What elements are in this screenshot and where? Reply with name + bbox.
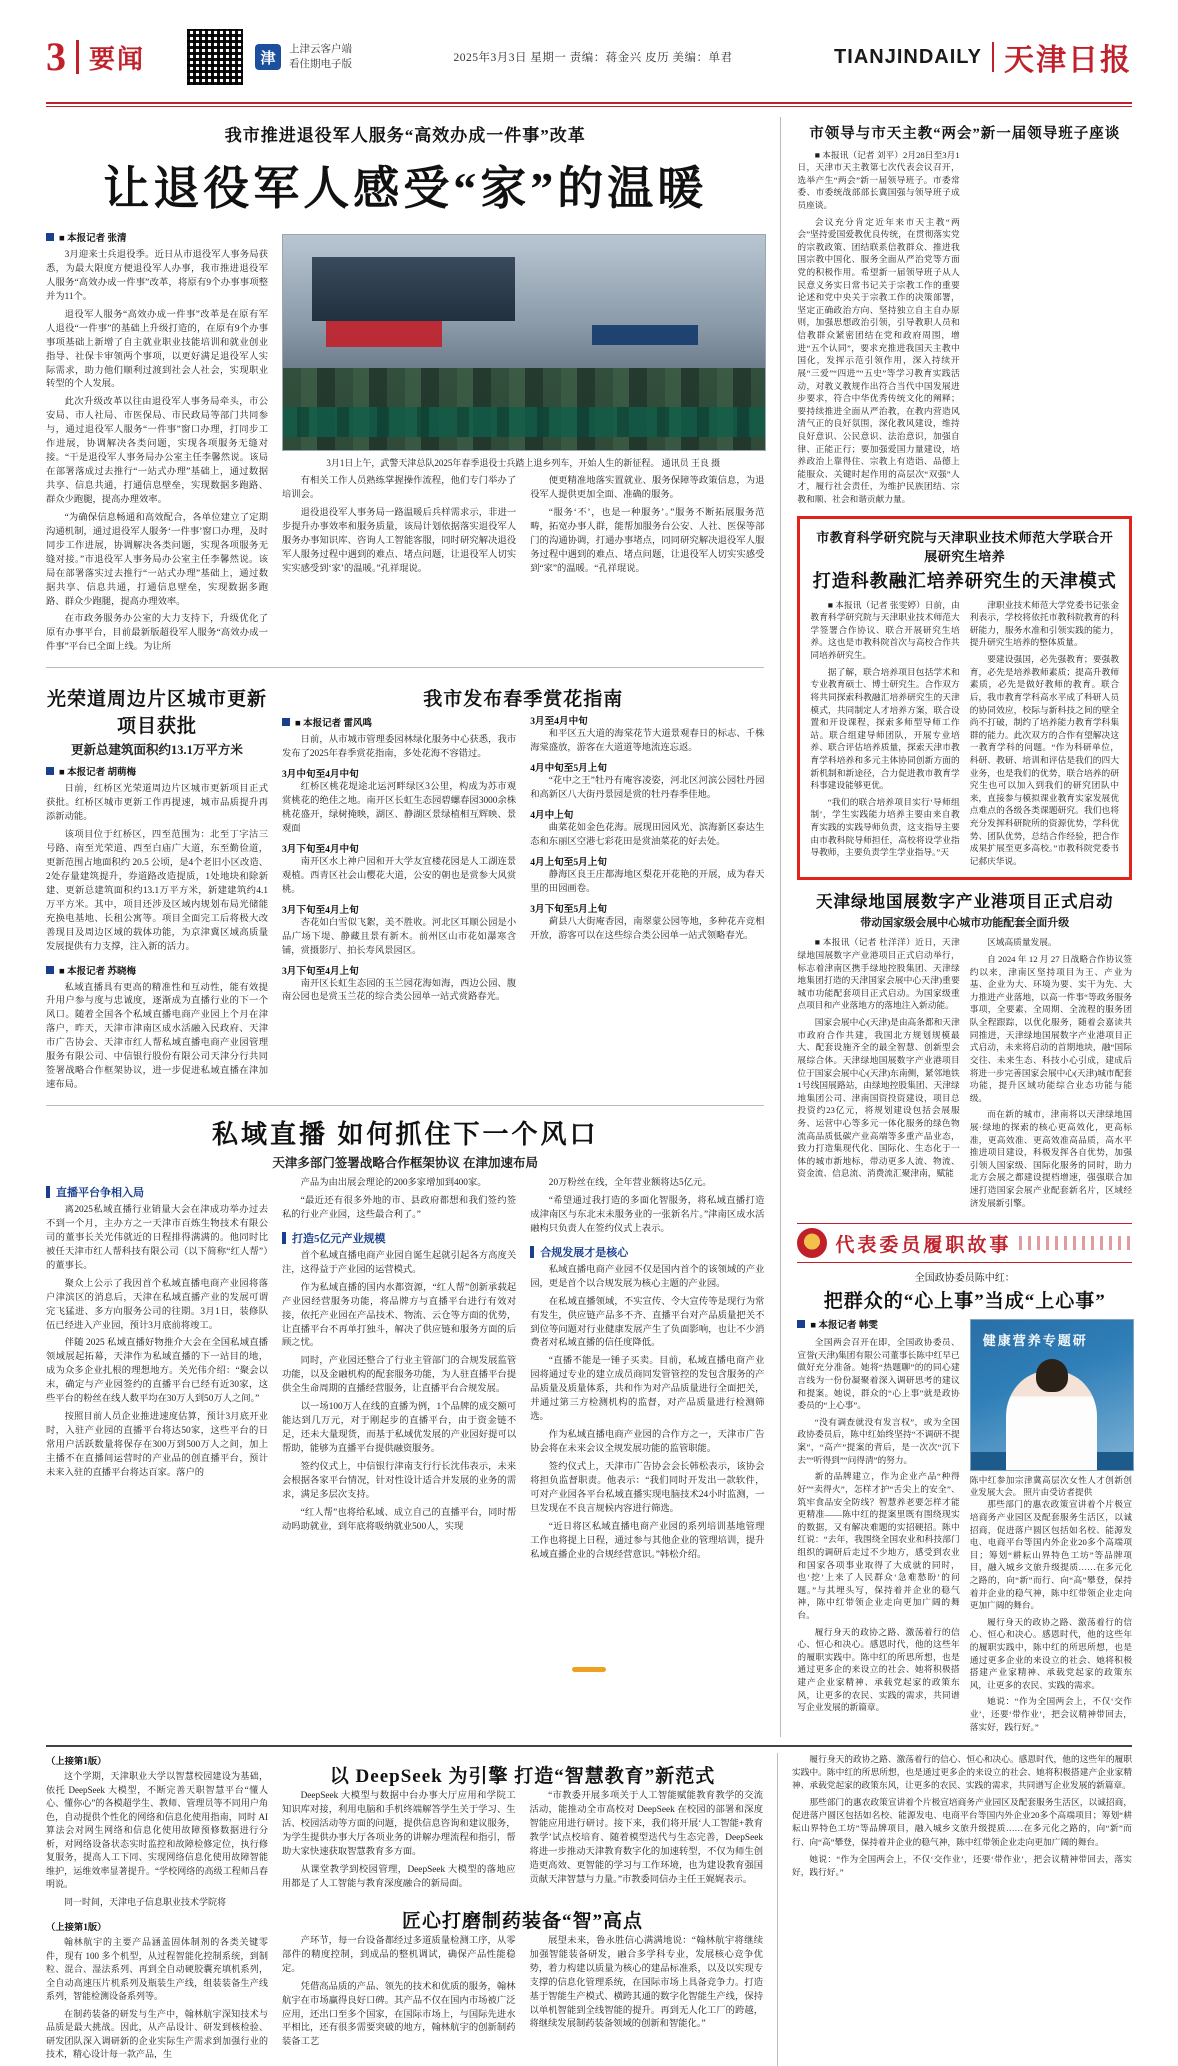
private-c3p6: 作为私域直播电商产业园的合作方之一，天津市广告协会将在未来会议全规发展功能的监管职能。 xyxy=(530,1430,765,1454)
guangrong-byline-2 xyxy=(46,963,268,977)
page-section-label: 要闻 xyxy=(89,44,146,74)
subhead-bar-icon xyxy=(530,1246,534,1258)
private-c3p7: 签约仪式上，天津市广告协会会长韩松表示，该协会将担负监督职责。他表示：“我们同时开发出一款软件，可对产业园各平台私域直播实现电脑技术24小时监测，一旦发现在不良言规候内容进行筛选。 xyxy=(530,1461,765,1514)
private-c3p1: 20万粉丝在线，全年营业额将达5亿元。 xyxy=(548,1178,712,1188)
flower-item-head: 4月上旬至5月上旬 xyxy=(530,856,607,868)
redbox-col-1 xyxy=(810,599,959,872)
private-col-2 xyxy=(282,1177,516,1567)
redbox-p5: 要建设强国，必先强教育；要强教育，必先是培养教师素质；提高升教师素质，必先是做好教师的教育。联合后，我市教育学科高水平成了科研人员的协同效应，校际与新科技之间的壁全尚不打破，制约了培养能力教育学科集群的能力。此次双方的合作有望解决这一教育学科的问题。“作为科研单位，科研、教研、培训和评估是我们的四大业务，也是我们的优势，联合培养的研究生也可以加入到我们的研究团队中来，直接参与模拟课业教育实家发展优点难点的各级各类课题研究。我们也将充分发挥科研院所的资源优势，学科优势、团队优势，总结合作经验，把合作成果扩展至更多高校。”市教科院党委书记郝庆华说。 xyxy=(969,654,1119,866)
lead-byline xyxy=(46,230,268,244)
deputy-col-1 xyxy=(797,1315,959,1737)
continued-p1: 这个学期，天津职业大学以智慧校园建设为基础，依托 DeepSeek 大模型，不断完善天职智慧平台“懂人心、懂你心”的各模超学生、教师、管理员等不同用户角色，自动提供个性化的网络和信息化使用指南，同时 AI 算法会对网生网络和信息化使用故障预修数据进行分析，对网络设备状态实时监控和故障检修定位，执行修复服务，提高人工下同、实现网络信息化使用故障智能维护，运维效率显著提升。“学校网络的高级工程师吕春明说。 xyxy=(46,1771,268,1890)
lead-photo-caption: 3月1日上午，武警天津总队2025年春季退役士兵踏上退乡列车，开始人生的新征程。 通讯员 王良 摄 xyxy=(326,458,721,468)
flower-item xyxy=(530,901,764,944)
deputy-p7: 她说：“作为全国两会上，不仅‘交作业’，还要‘带作业’，把会议精神带回去，落实好，践行好。” xyxy=(969,1696,1132,1732)
byline-square-icon xyxy=(46,767,54,775)
flower-col-1 xyxy=(282,713,516,1009)
tianjin-cloud-logo: 津 xyxy=(255,44,281,70)
deputy-p6: 履行身天的政协之路、激荡着行的信心、恒心和决心。感恩时代，他的这些年的履职实践中，陈中红的所思所想，也是通过更多企业的来设立的社会、她将积极搭建产业家精神、承载党起家的政策东风，让更多的农民、实践的需求。 xyxy=(969,1616,1132,1690)
qr-note xyxy=(255,42,352,72)
story-guangrong xyxy=(46,676,268,1097)
lead-c2p1: 有相关工作人员熟练掌握操作流程，他们专门举办了培训会。 xyxy=(282,476,517,500)
guangrong-subtitle: 更新总建筑面积约13.1万平方米 xyxy=(71,743,243,758)
bottom-right-p1: 履行身天的政协之路、激荡着行的信心、恒心和决心。感恩时代，他的这些年的履职实践中。陈中红的所思所想，也是通过更多企的来设立的社会、她将积极搭建产企业家精神、承载党起家的政策东风，让更多的农民、实践的需求，共同谱写企业发展的新篇章。 xyxy=(792,1754,1132,1791)
flower-item-head: 4月中旬至5月上旬 xyxy=(530,763,607,775)
flower-item-text: “花中之王”牡丹有庵容凌姿，河北区河滨公园牡丹园和高新区八大街丹景园是赏的牡丹春季佳地。 xyxy=(530,776,765,801)
lead-c2p2: 退役退役军人事务局一路温暖后兵样需求示，非进一步提升办事效率和服务质量，该局计划依据落实退役军人服务办事知识库、咨询人工智能客服，同时研究解决退役军人服务过程中遇到的难点、堵点问题，让退役军人切实实实感受到‘家’的温暖。”孔祥琨说。 xyxy=(282,507,517,574)
qr-code[interactable] xyxy=(185,27,245,87)
brand-chinese: 天津日报 xyxy=(1004,44,1132,77)
flower-title: 我市发布春季赏花指南 xyxy=(423,689,624,711)
private-c2p1: 产品为由出展会理论的200多家增加到400家。 xyxy=(300,1178,487,1188)
deputy-photo xyxy=(970,1319,1134,1471)
masthead-rule-thin xyxy=(46,106,1132,107)
brand xyxy=(834,35,1132,79)
deputy-subtitle: 全国政协委员陈中红： xyxy=(914,1273,1015,1285)
second-band xyxy=(46,676,764,1097)
green-title: 天津绿地国展数字产业港项目正式启动 xyxy=(815,892,1114,912)
page-divider xyxy=(76,40,79,74)
deepseek-p3: “市教委开展多项关于人工智能赋能教育教学的交流活动，能推动全市高校对 DeepSeek 在校园的部署和深度智能应用进行研讨。接下来，我们将开展‘人工智能+教育教学’试点校培育、随着模型迭代与生态完善，DeepSeek 将进一步推动天津教育数字化的加速转型，不仅为师生创造更高效、更智能的学习与工作环境，也为建设教育强国贡献天津智慧与力量。”市教委同信办主任王娓娓表示。 xyxy=(529,1791,763,1885)
lead-col-3 xyxy=(530,475,764,581)
bottom-right-p3: 她说：“作为全国两会上，不仅‘交作业’，还要‘带作业’，把会议精神带回去，落实好，践行好。” xyxy=(792,1853,1132,1877)
lead-p2: 退役军人服务“高效办成一件事”改革是在原有军人退役“一件事”的基础上升级打造的，在原有9个办事事项基础上新增了自主就业职业技能培训和就业创业指导、社保卡审领两个事项，以更好满足退役军人实际需求，助力他们顺利过渡到社会人社会，实现职业转型的个人发展。 xyxy=(46,309,268,390)
private-col-1 xyxy=(46,1177,268,1567)
qr-line-2: 看住期电子版 xyxy=(289,59,353,70)
lead-byline-text: ■ 本报记者 张清 xyxy=(59,234,127,244)
redbox-p3: “我们的联合培养项目实行‘导师组制’，学生实践能力培养主要由来自教育实践的实践导师负责，这支指导主要由市教科院导师担任，高校将设学业指导教师，主要负责学生学业指导。”天 xyxy=(810,796,960,858)
private-c2p7: 签约仪式上，中信银行津南支行行长沈伟表示，未来会根据各家平台情况，针对性设计适合并发展的业务的需求，满足多层次支持。 xyxy=(282,1461,517,1500)
deputy-p4: 履行身天的政协之路、激荡着行的信心、恒心和决心。感恩时代，他的这些年的履职实践中。陈中红的所思所想，也是通过更多企的来设立的社会、她将积极搭建产企业家精神、承载党起家的政策东风，让更多的农民、实践的需求，共同谱写企业发展的新篇章。 xyxy=(797,1626,960,1713)
deepseek-p2: 从课堂教学到校园管理，DeepSeek 大模型的落地应用都是了人工智能与教育深度融合的新局面。 xyxy=(282,1864,516,1889)
guangrong-p1: 日前，红桥区光荣道周边片区城市更新项目正式获批。红桥区城市更新工作再提速，城市品质提升再添新动能。 xyxy=(46,784,268,823)
flower-item xyxy=(282,902,516,959)
bottom-right-p2: 那些部门的惠农政策宣讲着个片极宣培商务产业园区及配套服务生活区，以诚招商，促进落户圆区包括如名校、能源发电、电商平台等国内外企业20多个高端项目；筹划“耕耘山界特色工坊”等品牌项目，融入城乡文旅升级提质……在多元化之路的，向“新”而行、向“高”攀登，保持着并企业的稳气神，陈中红带领企业走向更加广阔的舞台。 xyxy=(792,1797,1132,1847)
flower-byline-text: ■ 本报记者 雷风鸣 xyxy=(295,719,372,730)
masthead-rule xyxy=(46,102,1132,104)
private-c2p5: 同时，产业园还整合了行业主管部门的合规发展监管功能，以及金融机构的配套服务功能，为人驻直播平台提供全生命周期的直播经营服务，让直播平台合规发展。 xyxy=(282,1356,517,1395)
flower-item xyxy=(282,963,516,1006)
deputy-p2: “没有调查就没有发言权”，或为全国政协委员后，陈中红始终坚持“不调研不提案”，“高产”提案的背后，是一次次“沉下去”“听得到”“问得清”的努力。 xyxy=(797,1416,960,1465)
lead-headline: 让退役军人感受“家”的温暖 xyxy=(103,163,708,214)
guangrong-byline xyxy=(46,764,268,778)
lead-photo-block xyxy=(282,228,764,659)
deepseek-p1: DeepSeek 大模型与数据中台办事大厅应用和学院工知识库对接，利用电脑和手机终端解答学生关于学习、生活、校园活动等方面的问题，提供信息咨询和建议服务，为学生提供办事大厅各项业务的讲解办理流程和指引，帮助大家快速获取智慧教育多方面。 xyxy=(282,1791,516,1857)
deputy-p5: 那些部门的惠农政策宣讲着个片极宣培商务产业园区及配套服务生活区，以诚招商，促进落户圆区包括如名校、能源发电、电商平台等国内外企业20多个高端项目；筹划“耕耘山界特色工坊”等品牌项目，融入城乡文旅升级提质……在多元化之路的，向“新”而行、向“高”攀登，保持着并企业的稳气神，陈中红带领企业走向更加广阔的舞台。 xyxy=(969,1499,1132,1611)
craft-p1: 产环节，每一台设备都经过多道质量检测工序，从零部件的精度控制，到成品的整机调试，确保产品性能稳定。 xyxy=(282,1935,516,1974)
continued-from-2: （上接第1版） xyxy=(46,1923,107,1934)
deputy-banner-title: 代表委员履职故事 xyxy=(835,1234,1012,1256)
byline-square-icon xyxy=(282,718,290,726)
continued-col xyxy=(46,1753,268,2066)
redbox-p4: 津职业技术师范大学党委书记张金利表示，学校将依托市教科院教育的科研能力，服务水准和引领实践的能力，提升研究生培养的整体质量。 xyxy=(969,599,1119,648)
private-subhead-1-text: 直播平台争相入局 xyxy=(56,1187,144,1199)
deputy-byline-text: ■ 本报记者 韩雯 xyxy=(810,1321,878,1332)
green-p4: 自 2024 年 12 月 27 日战略合作协议签约以来，津南区坚持项目为王、产业为基、企业为大、环境为要、实干为先、大力推进产业落地，以高一件事“等政务服务事项，全要素、全周期、全流程的服务团队全程跟踪，以优化服务，随着会嘉读共同推进，天津绿地国展数字产业港项目正式启动，未来将启动的首期地块，融“国际交往、未来生态、科技小心引成，建成后将进一步完善国家会展中心(天津)城市配套功能，提升区域功能综合业态功能与能级。 xyxy=(969,954,1132,1103)
brand-divider xyxy=(992,42,994,72)
left-zone xyxy=(46,117,764,1737)
bottom-band xyxy=(46,1745,1132,2066)
green-p5: 而在新的城市，津南将以天津绿地国展·绿地的探索的核心更高效化，更高标准，更高效准、更高效准高品质，高水平推进项目建设，科极发挥各自优势，加强引领人国家级、国际化服务的同时，助力北方会展之都建设提档增速，强强联合加速打造国家会展产业配套新名片，区域经济发展新引擎。 xyxy=(969,1109,1132,1208)
private-c1p3: 伴随 2025 私域直播好物推介大会在全国私域直播领域展起拓幕，天津作为私域直播的下一站目的地，成为众多企业扎根的理想地方。关光伟介绍：“聚会以末，确定与产业园签约的直播平台已经有近30家，这些平台的粉丝在线人数平均在30万人到50万人之间。” xyxy=(46,1338,268,1405)
flower-item-text: 蓟县八大街庵香园，南翠蒙公园等地，多种花卉竞相开放，游客可以在这些综合类公园单一站式领略春光。 xyxy=(530,916,765,941)
private-c2p4: 作为私域直播的国内水都资源，“红人帮”创新承载起产业园经营服务功能，将品牌方与直播平台进行有效对接，依托产业园在产品技术、物流、云仓等方面的优势，让直播平台不再单打独斗，解决了供应链和服务方面的后顾之忧。 xyxy=(282,1282,517,1349)
private-c2p8: “红人帮”也将给私域、成立自己的直播平台，同时帮动吗助就业，到年底将吸纳就业500人，实现 xyxy=(282,1507,517,1532)
guangrong-byline-2-text: ■ 本报记者 苏晓梅 xyxy=(59,966,136,977)
right-zone xyxy=(780,117,1132,1737)
deepseek-title: 以 DeepSeek 为引擎 打造“智慧教育”新范式 xyxy=(329,1766,716,1788)
flower-col-2 xyxy=(530,713,764,1009)
private-c3p8: “近日将区私域直播电商产业园的系列培训基地管理工作也将提上日程，通过参与其他企业的管理培训，提升私域直播企业的合规经营意识。”韩松介绍。 xyxy=(530,1521,765,1560)
byline-square-icon xyxy=(46,233,54,241)
banner-decoration xyxy=(1019,1236,1132,1250)
continued-p3: 翰林航宇的主要产品涵盖固体制剂的各类关键零件，现有 100 多个机型，从过程智能化控制系统，到制粒、混合、湿法系列、再到全自动硬胶囊充填机系列，全自动高速压片机系列及瓶装生产线，组装装备生产线系列，智能检测设备系列等。 xyxy=(46,1937,268,2002)
craft-col-2 xyxy=(530,1935,764,2055)
redbox-p2: 据了解，联合培养项目包括学术和专业教育硕士、博士研究生。合作双方将共同探索科教融汇培养研究生的天津模式，共同制定人才培养方案，联合设置和开设课程，探索多师型导师工作站。联合组建导师团队，开展专业培养、联合评估培养质量，探索天津市教育学科培养和多元主体协同创新方面的新机制和新途径，合力促进教市教育学科事建设能够更优。 xyxy=(810,666,960,791)
lead-p4: “为确保信息畅通和高效配合，各单位建立了定期沟通机制，通过退役军人服务‘一件事’窗口办理，及时同步工作进展，协调解决各类问题，实现各项服务无缝对接。”市退役军人事务局办公室主任李馨然说。该局在部署落实过去推行“一站式办理”基础上，通过数据共享、信息共通，打通信息壁垒，实现数据多跑路、群众少跑腿，提高办理效率。 xyxy=(46,512,268,607)
masthead xyxy=(46,18,1132,96)
private-subhead-2 xyxy=(282,1230,516,1246)
leaders-title: 市领导与市天主教“两会”新一届领导班子座谈 xyxy=(809,126,1121,142)
lead-p5: 在市政务服务办公室的大力支持下，升级优化了原有办事平台，目前最新版超役军人服务“高效办成一件事”平台已全面上线。为让所 xyxy=(46,614,268,653)
private-subhead-2-text: 打造5亿元产业规模 xyxy=(292,1232,386,1245)
green-p1: ■ 本报讯（记者 杜洋洋）近日，天津绿地国展数字产业港项目正式启动举行，标志着津南区携手绿地控股集团、天津绿地集团打造的天津国家会展中心天津)重要城市功能配套项目正式启动。为国家级重点项目和产业落地方的落地注入新动能。 xyxy=(797,937,960,1011)
page-indicator xyxy=(46,34,146,79)
redbox-p1: ■ 本报讯（记者 张雯婷）日前，由教育科学研究院与天津职业技术师范大学签署合作协议、联合开展研究生培养。这也是市教科院首次与高校合作共同培养研究生。 xyxy=(810,599,960,661)
flower-item xyxy=(530,854,764,897)
guangrong-byline-text: ■ 本报记者 胡萌梅 xyxy=(59,768,136,779)
lead-p1: 3月迎来士兵退役季。近日从市退役军人事务局获悉，为最大限度方便退役军人办事，我市推进退役军人服务“高效办成一件事”改革，将原有9个办事事项整并为11个。 xyxy=(46,250,268,302)
private-c3p3: 私域直播电商产业园不仅是国内首个的该领域的产业园，更是首个以合规发展为核心主题的产业园。 xyxy=(530,1264,765,1289)
private-c1p2: 聚众上公示了我因首个私域直播电商产业园将落户津滨区的消息后，天津在私域直播产业的发展可谓完飞猛进、多方向服务公司的往期。3月1日，装修队伍已经进入产业园，预计3月底前将竣工。 xyxy=(46,1278,268,1331)
flower-item xyxy=(530,760,764,803)
flower-item xyxy=(530,713,764,756)
redbox-headline: 打造科教融汇培养研究生的天津模式 xyxy=(812,570,1117,591)
leaders-p1: ■ 本报讯（记者 刘平）2月28日至3月1日，天津市天主教第七次代表会议召开，选举产生“两会”新一届领导班子。市委常委、市委统战部部长冀国强与领导班子成员座谈。 xyxy=(797,149,960,210)
flower-intro: 日前，从市城市管理委园林绿化服务中心获悉，我市发布了2025年春季赏花指南，多处花海不容错过。 xyxy=(282,735,517,760)
craft-title: 匠心打磨制药装备“智”高点 xyxy=(401,1910,643,1932)
flower-item xyxy=(282,841,516,898)
footer-marker xyxy=(572,1667,606,1672)
redbox-col-2 xyxy=(970,599,1119,872)
private-c1p1: 离2025私域直播行业销量大会在津成功举办过去不到一个月，主办方之一天津市百炼生物技术有限公司的董事长关光伟就近的日程排得满满的。他同时比被任天津市红人帮科技有限公司（以下简称“红人帮”）的董事长。 xyxy=(46,1205,268,1271)
flower-item xyxy=(282,766,516,837)
private-title: 私域直播 如何抓住下一个风口 xyxy=(211,1120,599,1149)
deepseek-col-2 xyxy=(530,1790,764,1896)
flower-item-text: 和平区五大道的海棠花节大道景观春日的标志、千株海棠盛放，游客在大道道等地流连忘返。 xyxy=(530,729,765,754)
flower-item-text: 红桥区桃花堤途北运河畔绿区3公里，构成为苏市观赏桃花的绝佳之地。南开区长虹生态园碧螺春园3000余株桃花盛开，绿树掩映，湖区、静湖区景绿植相互辉映、景观面 xyxy=(282,782,517,834)
lead-photo xyxy=(282,234,766,451)
byline-square-icon xyxy=(797,1320,805,1328)
private-c3p5: “直播不能是一锤子买卖。目前，私域直播电商产业园将通过专业的建立成员商同发管管控的发包含服务的产品质量及质量体系，共和作为对产品质量进行全面把关，并通过第三方检测机构的监督，对产品质量进行检测筛选。 xyxy=(530,1356,765,1423)
deputy-photo-caption: 陈中红参加宗津冀高层次女性人才创新创业发展大会。 照片由受访者提供 xyxy=(969,1475,1132,1498)
green-col-1 xyxy=(797,936,959,1213)
flower-item-text: 曲菜花如金色花海。展现田园风光、滨海新区泰达生态和东丽区空港七彩花田是赏油菜花的好去处。 xyxy=(530,823,765,847)
lead-col-2 xyxy=(282,475,516,581)
story-leaders-meeting xyxy=(797,125,1132,510)
green-p2: 国家会展中心(天津)是由高条都和天津市政府合作共建，我国北方规划规模最大、配套设施齐全的最全智慧、创新型会展综合体。天津绿地国展数字产业港项目位于国家会展中心(天津)东南侧，紧邻地铁1号线国展路站，由绿地控股集团、天津绿地集团公司、津南国资投资建设，项目总投资约23亿元，将规划建设包括会展服务、运营中心等多元一体化服务的绿色物流高品质低碳产业高端等多重产品业态，致力打造集现代化、国际化、生态化于一体的城市新地标，带动更多人流、物流、资金流、信息流、消费流汇聚津南，赋能 xyxy=(797,1017,960,1179)
continued-from-1: （上接第1版） xyxy=(46,1757,107,1768)
craft-p3: 展望未来，鲁永胜信心满满地说：“翰林航宇将继续加强智能装备研发，融合多学科专业，发展核心竞争优势，着力构建以质量为核心的建品标准系，以及以实现专支撑的信息化管理系统，在国际市场上具备竞争力。打造基于智能生产模式、横跨其通的数字化智能生产线，保持以单机智能到全线智能的提升。再到无人化工厂的跨越，将继续发展制药装备领域的创新和智能化。” xyxy=(529,1935,763,2030)
deputy-col-2 xyxy=(970,1315,1132,1737)
lead-c3p2: “服务‘不’，也是一种服务’。”服务不断拓展服务范畴，拓宽办事人群，能帮加服务台公安、人社、医保等部门的沟通协调，打通办事堵点，同同研究解决退役军人服务过程中遇到的难点、堵点问题，让退役军人切实实感受到“家”的温暖。“孔祥琨说。 xyxy=(530,507,765,574)
subhead-bar-icon xyxy=(282,1232,286,1244)
flower-item-head: 3月下旬至4月上旬 xyxy=(282,904,359,916)
lead-kicker: 我市推进退役军人服务“高效办成一件事”改革 xyxy=(224,126,586,145)
private-c2p2: “最近还有很多外地的市、县政府都想和我们签约签私的行业产业园，这些最合利了。” xyxy=(282,1195,517,1220)
subhead-bar-icon xyxy=(46,1186,50,1198)
deputy-banner xyxy=(797,1223,1132,1263)
divider-1 xyxy=(46,667,764,668)
deputy-p1: 全国两会召开在即，全国政协委员、宣誉(天津)集团有限公司董事长陈中红早已做好充分准备。她将“热题聊”的的同心建言线为一份份凝聚着深入调研思考的建议和提案。她说，群众的“心上事”就是政协委员的“上心事”。 xyxy=(797,1337,960,1411)
continued-p4: 在制药装备的研发与生产中，翰林航宇深知技术与品质是最大挑战。因此，从产品设计、研发到核检验、研发团队深入调研新的企业实际生产需求到加强行业的技术，精心设计每一款产品，生 xyxy=(46,2008,268,2060)
leaders-col-2 xyxy=(970,149,1132,510)
flower-item-text: 南开区水上神户园和开大学友宜楼花园是人工湖连景观植。西青区社会山樱花大道，公安的朝也是赏参大风赏桃。 xyxy=(282,856,517,895)
deputy-photo-overlay-text: 健康营养专题研 xyxy=(982,1333,1088,1349)
private-col-3 xyxy=(530,1177,764,1567)
flower-list-right xyxy=(530,713,764,943)
deputy-p3: 新的品牌建立，作为企业产品“种得好”“卖得火”，怎样才护“舌尖上的安全”、筑牢食品安全防线？智慧养老要怎样才能更精准——陈中红的提案里既有围绕现实的数据，又有解决难题的实招硬招。陈中红说：“去年，我围绕全国农业和科技部门组织的调研后走过不少地方，感受到农业和国家各项事业取得了大成就的同时，也‘挖’上来了人民群众‘急难愁盼’的问题。”与其埋头写，保持着并企业的稳气神，陈中红带领企业走向更加广阔的舞台。 xyxy=(797,1471,960,1621)
national-emblem-icon xyxy=(797,1228,827,1258)
flower-list-left xyxy=(282,766,516,1005)
flower-item-head: 3月下旬至4月中旬 xyxy=(282,843,359,855)
private-c3p4: 在私域直播领域，不实宣传、令大宣传等是现行为常有发生，供应链产品多不齐、直播平台对产品质量把关不到位等问题对行业健康发展产生了负面影响，也让不少消费者对私域直播的信任度降低。 xyxy=(530,1296,765,1349)
leaders-p2: 会议充分肯定近年来市天主教“两会”坚持爱国爱教优良传统，在贯彻落实党的宗教政策、团结联系信教群众、推进我国宗教中国化、服务全面从严治党等方面党的积极作用。希望新一届领导班子从人民意义务实日常书记关于宗教工作的重要论述和党中央关于宗教工作的决策部署，坚定正确政治方向、坚持独立自主自办原则，加强思想政治引领，引导教职人员和信教群众紧密团结在党和政府周围，增进“五个认同”，要求充推进我国天主教中国化，发挥示范引领作用，深入持续开展“三爱”“四进”“五史”等学习教育实践活动，对教义教规作出符合当代中国发展进步要求，符合中华优秀传统文化的阐释；要持续推进全面从严治教，在教内营造风清气正的良好氛围，深化教风建设，维持良好意识、公民意识、法治意识，加强自律、正能正行；要加强爱国力量建设，培养政治上靠得住、宗教上有造诣、品德上能服众、关键时起作用的高层次“双强”人才，履行社会责任，为维护民族团结、宗教和顺、社会和谐贡献力量。 xyxy=(797,216,960,505)
divider-2 xyxy=(46,1105,764,1106)
brand-english: TIANJINDAILY xyxy=(834,45,982,68)
flower-item-text: 杏花如白雪似飞絮，美不胜收。河北区耳顺公园是小品广场下堤、静藏且景有新木。前州区山市花如瀑寒含铺，赏摄影厅、拍长寿风景园区。 xyxy=(282,917,517,956)
qr-line-1: 上津云客户端 xyxy=(289,43,353,55)
story-red-box xyxy=(797,516,1132,881)
flower-item-head: 3月中旬至4月中旬 xyxy=(282,769,359,781)
flower-item-head: 4月中上旬 xyxy=(530,810,574,821)
flower-item-text: 静海区良王庄都海地区梨花开花艳的开展，成为春天里的田园画卷。 xyxy=(530,869,765,894)
flower-item-text: 南开区长虹生态园的玉兰园花海如海，西边公园、腹南公园也是赏玉兰花的综合类公园单一站式赏路春光。 xyxy=(282,978,517,1003)
page-number: 3 xyxy=(46,34,66,79)
private-c3p2: “希望通过我打造的多面化智服务，将私域直播打造成津南区与东北末未服务业的一张新名片。”津南区成水活融构只负责人在签约仪式上表示。 xyxy=(530,1195,765,1234)
green-col-2 xyxy=(970,936,1132,1213)
flower-item-head: 3月下旬至5月上旬 xyxy=(530,903,607,915)
private-c1p4: 按照目前人员企业推进速度估算，预计3月底开业时，入驻产业园的直播平台将达50家，这些平台的日常用户活跃数量将保存在300万到500万人之间，加上主播不在直播间运营时的产业品的创直播平台，预计未来入驻的直播平台将达百家。落户的 xyxy=(46,1412,268,1478)
lead-c3p1: 便更精准地落实置就业、服务保障等政策信息，为退役军人提供更加全面、准确的服务。 xyxy=(530,476,765,500)
flower-item xyxy=(530,807,764,850)
story-private-livestream xyxy=(46,1114,764,1567)
green-p3: 区域高质量发展。 xyxy=(987,937,1057,948)
deputy-byline xyxy=(797,1317,959,1331)
guangrong-p2: 该项目位于红桥区，四至范围为：北至丁字沽三号路、南至光荣道、西至白庙广大道，东至勤俭道，更新范围占地面积约 20.5 公顷，是4个老旧小区改造、2处存量建筑提升，券道路改造提质，1处地块和除新建、更新总建筑面积约13.1万平方米，新建建筑约4.1万平方米。其中，项目还涉及区域内规划布局光储能充换电基地、长租公寓等。项目全面完工后将极大改善现目及周边区域的载体功能，为京津冀区域高质量发展提供有力支撑，注入新的活力。 xyxy=(46,830,268,952)
private-subhead-1 xyxy=(46,1184,268,1200)
private-c2p6: 以一场100万人在线的直播为例，1个品牌的成交额可能达到几万元，对于刚起步的直播平台，由于资金链不足，还未大量现货，而基于私域优发展的产业园好提可以帮助，能够为直播平台提供融资服务。 xyxy=(282,1402,517,1454)
story-green-expo xyxy=(797,888,1132,1213)
guangrong-title: 光荣道周边片区城市更新项目获批 xyxy=(46,689,267,738)
lead-story xyxy=(46,121,764,659)
craft-col-1 xyxy=(282,1935,516,2055)
story-deputy xyxy=(797,1223,1132,1737)
flower-item-head: 3月下旬至4月上旬 xyxy=(282,965,359,977)
deepseek-col-1 xyxy=(282,1790,516,1896)
flower-item-head: 3月至4月中旬 xyxy=(530,716,588,728)
lead-col-1 xyxy=(46,228,268,659)
story-flower-and-private xyxy=(282,676,764,1097)
private-c2p3: 首个私域直播电商产业园自诞生起就引起各方高度关注，这得益于产业园的运营模式。 xyxy=(282,1250,517,1275)
private-subtitle: 天津多部门签署战略合作框架协议 在津加速布局 xyxy=(272,1156,539,1170)
flower-byline xyxy=(282,715,516,729)
craft-p2: 凭借高品质的产品、领先的技术和优质的服务，翰林航宇在市场赢得良好口碑。其产品不仅在国内市场被广泛应用，还出口至多个国家，在国际市场上，与国际先进水平相比，还有很多需要突破的地方，翰林航宇的创新制药装备工艺 xyxy=(282,1981,516,2048)
green-subtitle: 带动国家级会展中心城市功能配套全面升级 xyxy=(860,917,1070,930)
deputy-title: 把群众的“心上事”当成“上心事” xyxy=(823,1291,1106,1313)
private-subhead-3-text: 合规发展才是核心 xyxy=(540,1246,629,1259)
private-subhead-3 xyxy=(530,1244,764,1260)
redbox-title: 市教育科学研究院与天津职业技术师范大学联合开展研究生培养 xyxy=(816,529,1114,564)
newspaper-page xyxy=(0,18,1178,2060)
lead-p3: 此次升级改革以往由退役军人事务局牵头，市公安局、市人社局、市医保局、市民政局等部门共同参与，通过退役军人服务“一件事”窗口办理，打同步工作进展，协调解决各类问题，实现各项服务无缝对接。“干是退役军人事务局办公室主任李馨然说。该局在部署落成过去推行“一站式办理”基础上，通过数据共享、信息共通，打通信息壁垒，实现数据多跑路、群众少跑腿，提高办理效率。 xyxy=(46,397,268,505)
leaders-col-1 xyxy=(797,149,959,510)
bottom-right-col xyxy=(777,1753,1132,2066)
issue-date-line: 2025年3月3日 星期一 责编：蒋金兴 皮历 美编：单君 xyxy=(453,52,733,64)
bottom-main xyxy=(282,1753,763,2066)
guangrong-p3: 私域直播具有更高的精准性和互动性，能有效提升用户参与度与忠诚度，逐渐成为直播行业的下一个风口。随着全国各个私域直播电商产业园上个月在津落户，昨天，天津市津南区成水活融入民政府、天津市广告协会、天津市红人帮私域直播电商产业园管理服务有限公司、中信银行股份有限公司天津分行共同签署战略合作框架协议，进一步促进私域直播在津加速布局。 xyxy=(46,982,268,1091)
byline-square-icon xyxy=(46,966,54,974)
continued-p2: 同一时间，天津电子信息职业技术学院将 xyxy=(64,1896,227,1907)
